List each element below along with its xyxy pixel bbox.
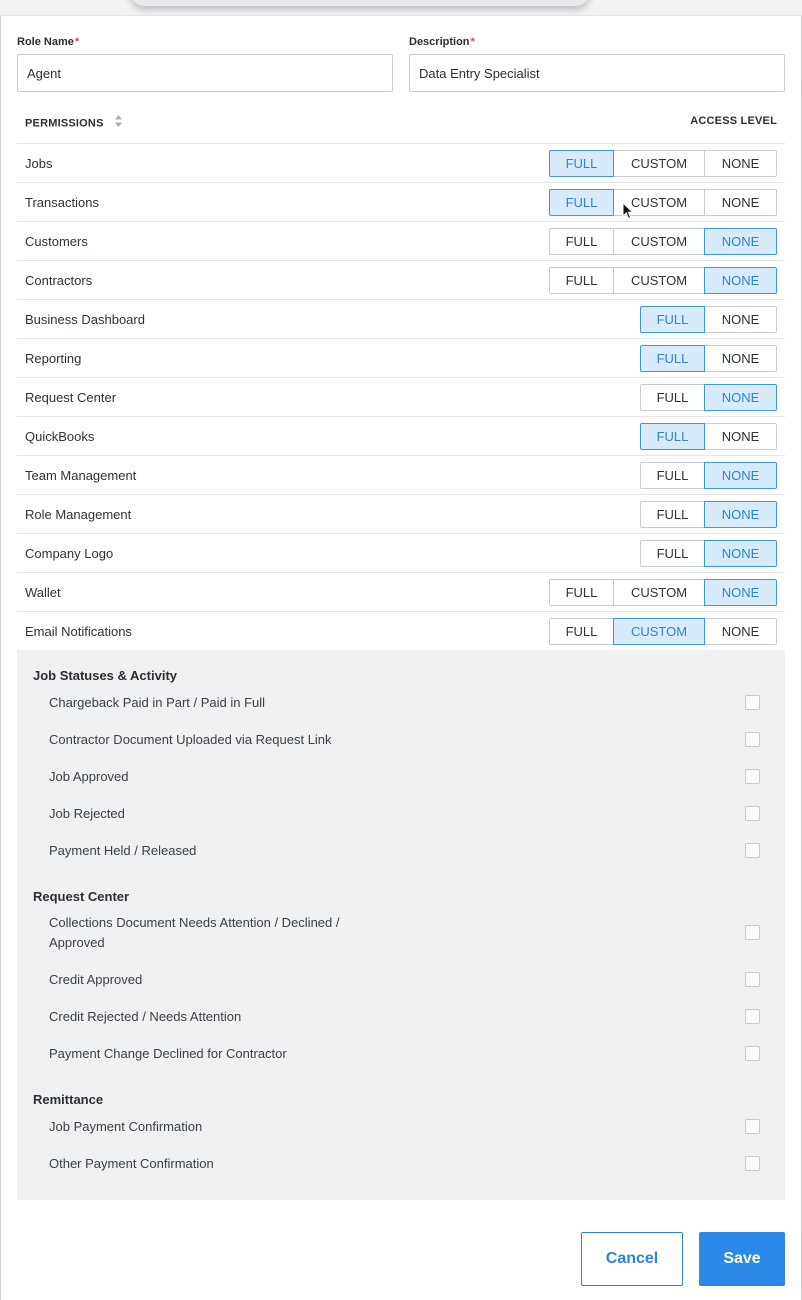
- access-level-column-title: ACCESS LEVEL: [690, 115, 777, 127]
- mouse-cursor-icon: [622, 202, 634, 220]
- access-option-custom[interactable]: CUSTOM: [613, 267, 705, 294]
- notification-checkbox[interactable]: [745, 1009, 760, 1024]
- role-name-label: Role Name*: [17, 36, 80, 48]
- role-name-input[interactable]: [17, 54, 393, 92]
- notification-checkbox[interactable]: [745, 843, 760, 858]
- overlapping-panel-shadow: [130, 0, 590, 6]
- access-level-toggle: [640, 423, 777, 450]
- save-button[interactable]: Save: [699, 1232, 785, 1286]
- notification-item-label: Job Payment Confirmation: [49, 1119, 203, 1134]
- permission-name: Business Dashboard: [25, 312, 145, 327]
- permission-row-wallet: [17, 572, 785, 611]
- notification-item-label: Collections Document Needs Attention / Declined / Approved: [49, 915, 340, 950]
- access-option-none[interactable]: NONE: [704, 384, 777, 411]
- access-option-none[interactable]: NONE: [704, 501, 777, 528]
- permission-name: Company Logo: [25, 546, 114, 561]
- permission-row-reporting: [17, 338, 785, 377]
- access-option-none[interactable]: NONE: [704, 618, 777, 645]
- access-level-toggle: [640, 384, 777, 411]
- permission-row-team-management: [17, 455, 785, 494]
- access-level-toggle: [640, 306, 777, 333]
- permissions-column-title: PERMISSIONS: [25, 117, 104, 130]
- description-label: Description*: [409, 36, 475, 48]
- permission-row-company-logo: [17, 533, 785, 572]
- access-level-toggle: [549, 618, 777, 645]
- permission-name: Team Management: [25, 468, 137, 483]
- description-input[interactable]: [409, 54, 785, 92]
- permissions-list: [17, 143, 785, 650]
- access-option-custom[interactable]: CUSTOM: [613, 189, 705, 216]
- notification-checkbox[interactable]: [745, 1046, 760, 1061]
- permission-name: Role Management: [25, 507, 132, 522]
- access-option-full[interactable]: FULL: [549, 228, 614, 255]
- access-option-full[interactable]: FULL: [640, 462, 705, 489]
- access-option-full[interactable]: FULL: [549, 618, 614, 645]
- permission-row-jobs: [17, 143, 785, 182]
- notification-group-title: Request Center: [33, 889, 130, 904]
- notification-item-label: Credit Approved: [49, 972, 143, 987]
- access-option-none[interactable]: NONE: [704, 540, 777, 567]
- notification-group-title: Job Statuses & Activity: [33, 668, 178, 683]
- access-option-none[interactable]: NONE: [704, 228, 777, 255]
- cancel-button[interactable]: Cancel: [581, 1232, 683, 1286]
- notification-item-label: Job Rejected: [49, 806, 125, 821]
- permission-row-request-center: [17, 377, 785, 416]
- permission-row-email-notifications: [17, 611, 785, 650]
- access-option-none[interactable]: NONE: [704, 345, 777, 372]
- access-option-full[interactable]: FULL: [549, 189, 614, 216]
- access-level-toggle: [549, 189, 777, 216]
- required-marker: *: [74, 36, 80, 48]
- notification-item-label: Credit Rejected / Needs Attention: [49, 1009, 242, 1024]
- permission-name: Jobs: [25, 156, 53, 171]
- notification-checkbox[interactable]: [745, 695, 760, 710]
- access-option-full[interactable]: FULL: [549, 267, 614, 294]
- access-level-toggle: [640, 501, 777, 528]
- access-option-full[interactable]: FULL: [640, 501, 705, 528]
- permission-name: Request Center: [25, 390, 117, 405]
- access-option-none[interactable]: NONE: [704, 579, 777, 606]
- notification-item-label: Contractor Document Uploaded via Request Link: [49, 732, 332, 747]
- notification-checkbox[interactable]: [745, 1156, 760, 1171]
- access-option-none[interactable]: NONE: [704, 150, 777, 177]
- access-level-toggle: [549, 579, 777, 606]
- access-option-custom[interactable]: CUSTOM: [613, 150, 705, 177]
- permission-name: QuickBooks: [25, 429, 95, 444]
- access-option-full[interactable]: FULL: [640, 423, 705, 450]
- access-option-custom[interactable]: CUSTOM: [613, 618, 705, 645]
- access-option-none[interactable]: NONE: [704, 306, 777, 333]
- notification-checkbox[interactable]: [745, 925, 760, 940]
- notification-checkbox[interactable]: [745, 806, 760, 821]
- email-notifications-panel: [17, 650, 785, 1200]
- permission-row-role-management: [17, 494, 785, 533]
- permission-name: Contractors: [25, 273, 93, 288]
- notification-item-label: Payment Change Declined for Contractor: [49, 1046, 287, 1061]
- access-option-none[interactable]: NONE: [704, 462, 777, 489]
- sort-icon[interactable]: [114, 114, 123, 131]
- permission-name: Wallet: [25, 585, 61, 600]
- permission-row-business-dashboard: [17, 299, 785, 338]
- notification-item-label: Payment Held / Released: [49, 843, 197, 858]
- access-option-full[interactable]: FULL: [640, 345, 705, 372]
- access-option-full[interactable]: FULL: [640, 306, 705, 333]
- notification-checkbox[interactable]: [745, 972, 760, 987]
- permission-name: Customers: [25, 234, 88, 249]
- access-option-full[interactable]: FULL: [549, 579, 614, 606]
- permission-name: Transactions: [25, 195, 99, 210]
- access-level-toggle: [640, 540, 777, 567]
- permissions-header: [25, 115, 777, 131]
- access-option-none[interactable]: NONE: [704, 267, 777, 294]
- access-option-none[interactable]: NONE: [704, 189, 777, 216]
- access-option-full[interactable]: FULL: [640, 384, 705, 411]
- permission-row-customers: [17, 221, 785, 260]
- notification-checkbox[interactable]: [745, 769, 760, 784]
- permission-row-contractors: [17, 260, 785, 299]
- access-option-custom[interactable]: CUSTOM: [613, 228, 705, 255]
- permission-name: Reporting: [25, 351, 82, 366]
- access-level-toggle: [640, 462, 777, 489]
- access-option-full[interactable]: FULL: [640, 540, 705, 567]
- access-level-toggle: [549, 267, 777, 294]
- permission-name: Email Notifications: [25, 624, 132, 639]
- access-level-toggle: [549, 228, 777, 255]
- notification-group-title: Remittance: [33, 1092, 104, 1107]
- access-option-full[interactable]: FULL: [549, 150, 614, 177]
- notification-checkbox[interactable]: [745, 732, 760, 747]
- notification-checkbox[interactable]: [745, 1119, 760, 1134]
- notification-item-label: Job Approved: [49, 769, 129, 784]
- access-option-custom[interactable]: CUSTOM: [613, 579, 705, 606]
- frame-border-left: [0, 16, 1, 1300]
- notification-item-label: Chargeback Paid in Part / Paid in Full: [49, 695, 266, 710]
- access-level-toggle: [549, 150, 777, 177]
- notification-item-label: Other Payment Confirmation: [49, 1156, 214, 1171]
- required-marker: *: [470, 36, 475, 48]
- permission-row-quickbooks: [17, 416, 785, 455]
- access-option-none[interactable]: NONE: [704, 423, 777, 450]
- access-level-toggle: [640, 345, 777, 372]
- permission-row-transactions: [17, 182, 785, 221]
